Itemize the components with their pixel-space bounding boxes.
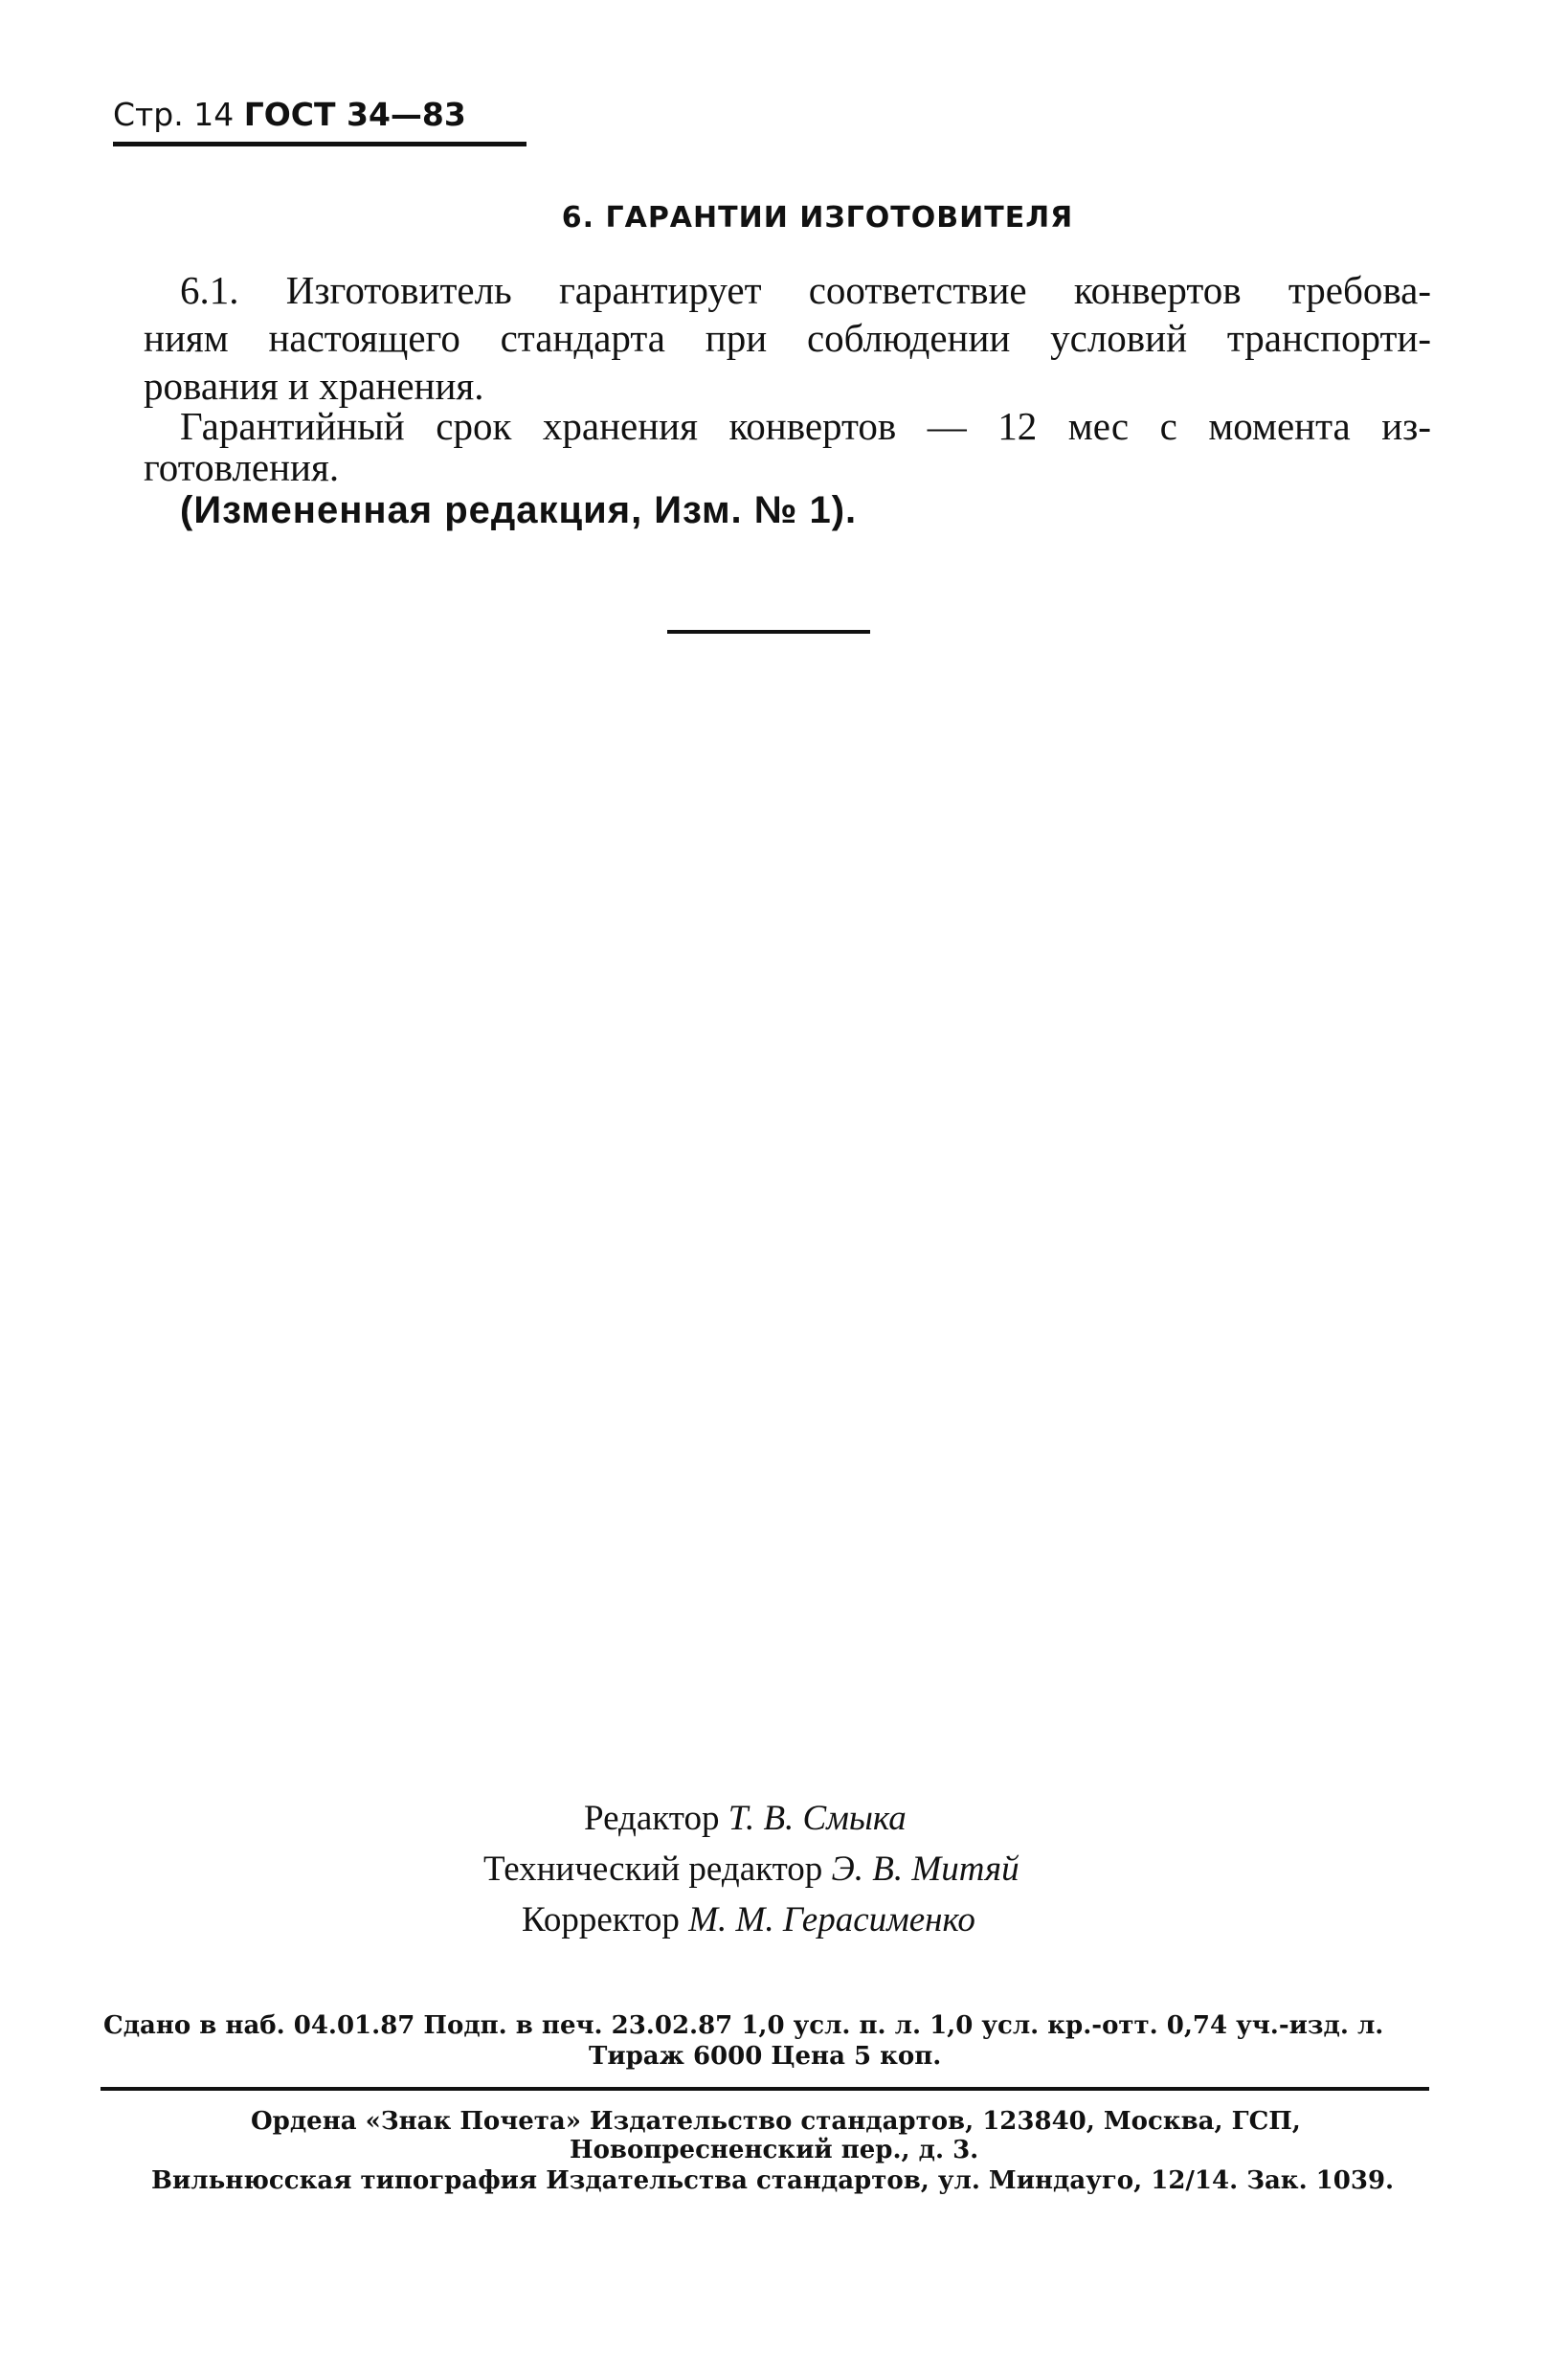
credit-person: Э. В. Митяй — [831, 1850, 1019, 1889]
imprint-circulation: Тираж 6000 Цена 5 коп. — [589, 2042, 942, 2071]
credit-technical-editor — [483, 1847, 1019, 1893]
credit-role: Корректор — [522, 1900, 680, 1939]
clause-line: готовления. — [144, 445, 340, 489]
credit-editor — [584, 1796, 907, 1842]
imprint-rule — [101, 2087, 1429, 2091]
section-end-rule — [667, 630, 870, 634]
clause-line: Гарантийный срок хранения конвертов — 12 мес с момента из- — [180, 404, 1431, 448]
credit-role: Редактор — [584, 1799, 720, 1838]
credit-person: Т. В. Смыка — [728, 1799, 907, 1838]
imprint-publisher: Ордена «Знак Почета» Издательство стандартов, 123840, Москва, ГСП, — [251, 2107, 1301, 2136]
header-rule — [113, 142, 526, 146]
amendment-note: (Измененная редакция, Изм. № 1). — [180, 489, 858, 531]
credit-proofreader — [522, 1897, 975, 1943]
imprint-publisher-address: Новопресненский пер., д. 3. — [570, 2136, 979, 2164]
standard-identifier: ГОСТ 34—83 — [243, 96, 466, 133]
credit-role: Технический редактор — [483, 1850, 823, 1889]
running-header — [113, 96, 466, 134]
credit-person: М. М. Герасименко — [688, 1900, 975, 1939]
clause-line: рования и хранения. — [144, 364, 484, 408]
section-heading: 6. ГАРАНТИИ ИЗГОТОВИТЕЛЯ — [561, 201, 1074, 235]
imprint-print-data: Сдано в наб. 04.01.87 Подп. в печ. 23.02.87 1,0 усл. п. л. 1,0 усл. кр.-отт. 0,74 уч.-изд. л. — [103, 2011, 1384, 2040]
page-number-label: Стр. 14 — [113, 96, 235, 133]
imprint-printer: Вильнюсская типография Издательства стандартов, ул. Миндауго, 12/14. Зак. 1039. — [151, 2166, 1395, 2195]
clause-line: 6.1. Изготовитель гарантирует соответствие конвертов требова- — [180, 268, 1431, 312]
clause-line: ниям настоящего стандарта при соблюдении условий транспорти- — [144, 316, 1431, 360]
